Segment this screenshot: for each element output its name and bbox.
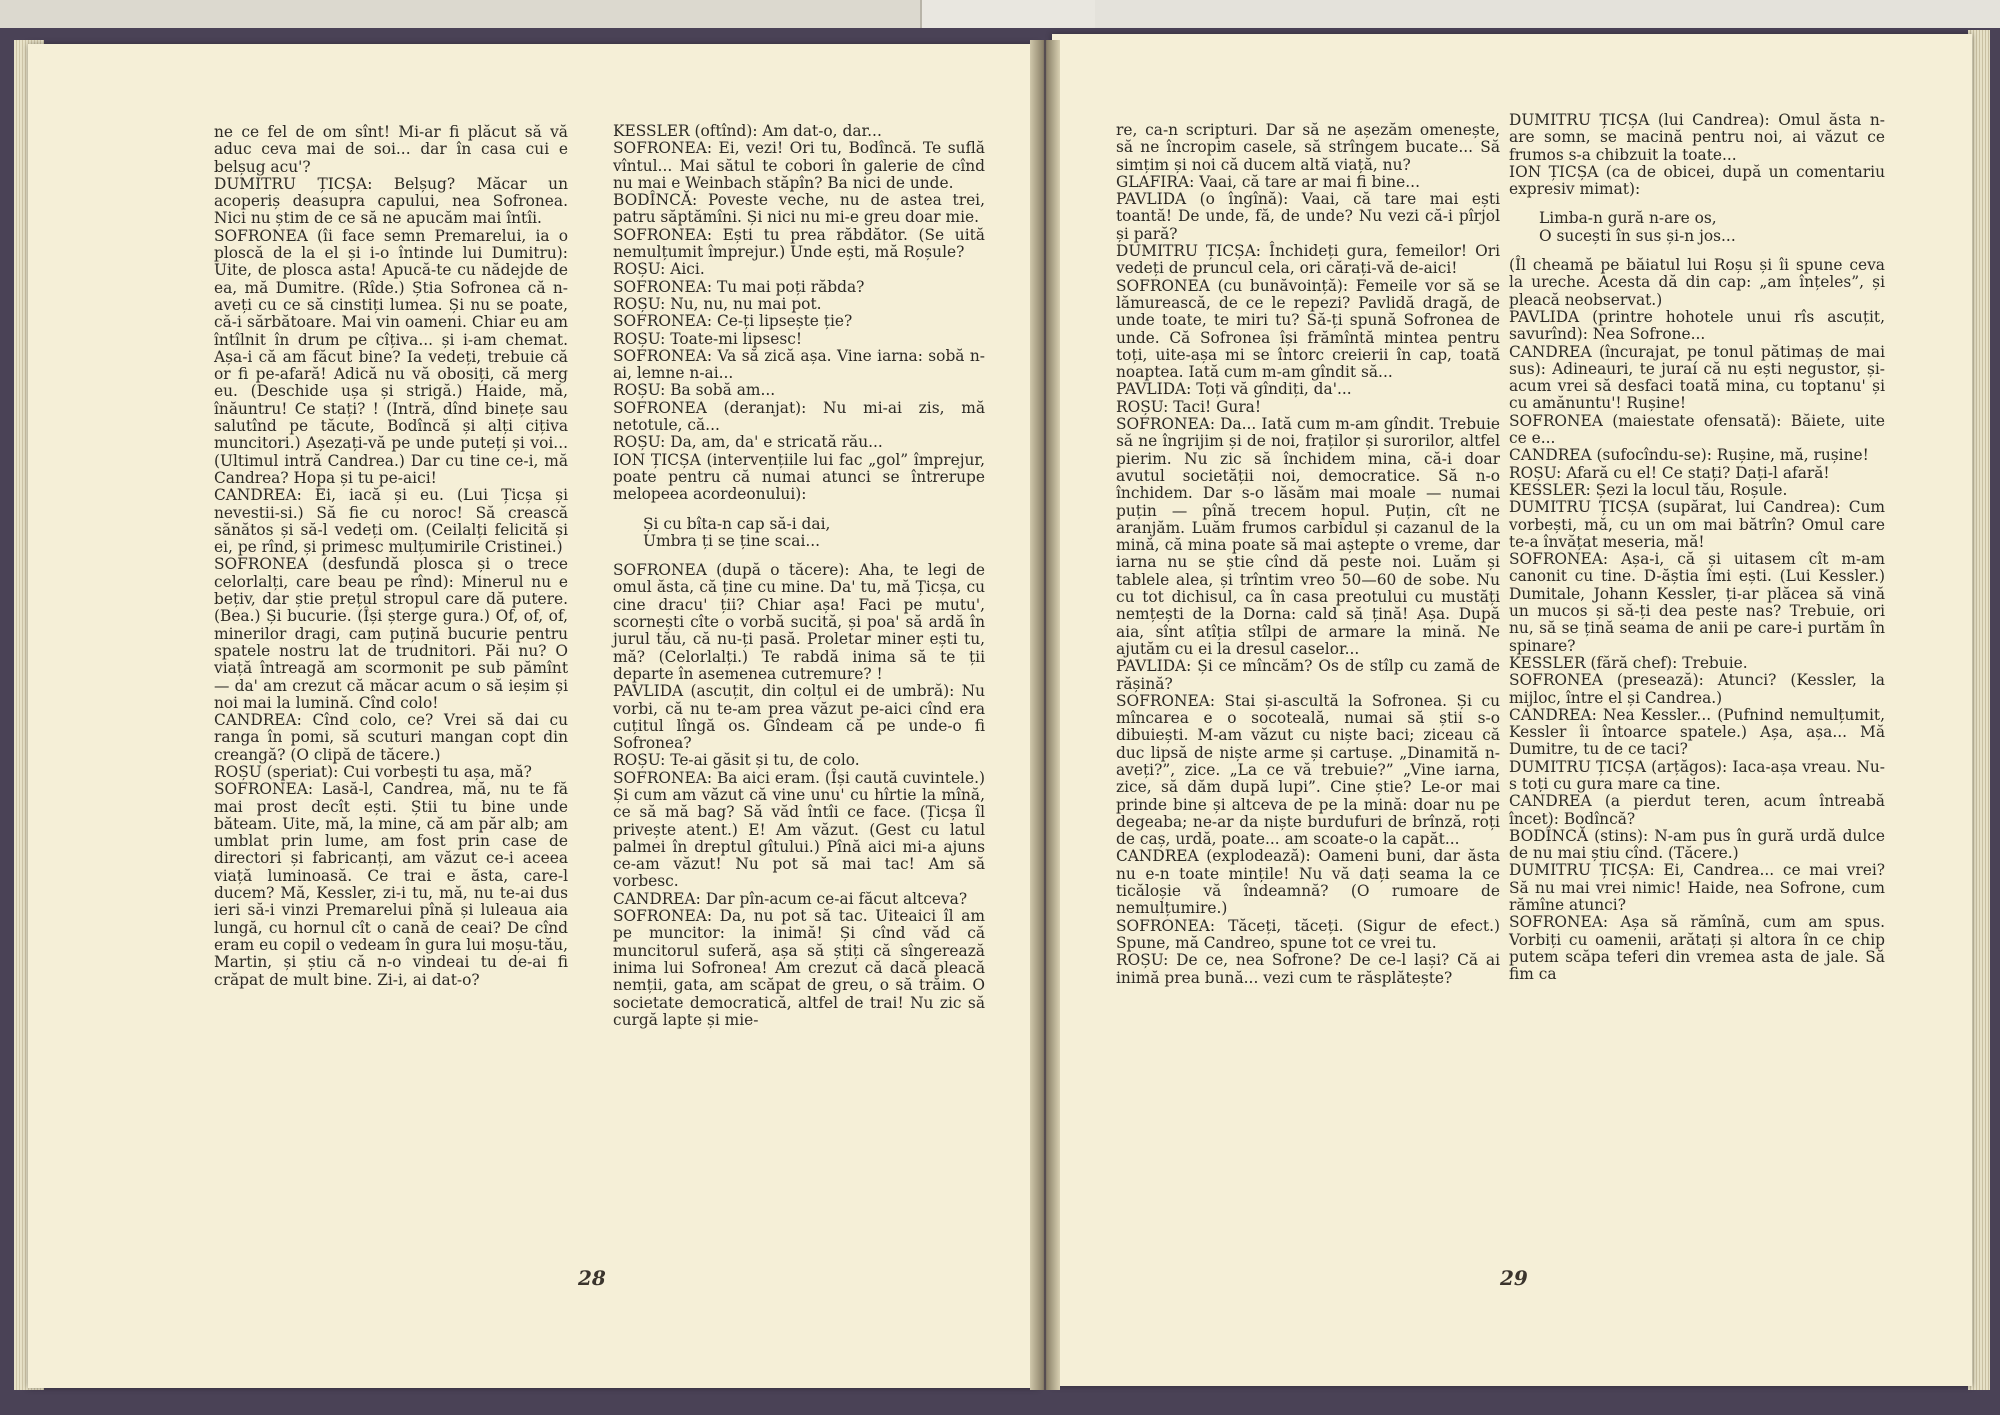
dialogue-paragraph: DUMITRU ȚICȘA: Belșug? Măcar un acoperiș deasupra capului, nea Sofronea. Nici nu știm de ce să ne apucăm mai întîi. [214, 174, 568, 228]
dialogue-paragraph: DUMITRU ȚICȘA (supărat, lui Candrea): Cum vorbești, mă, cu un om mai bătrîn? Omul care te-a învățat meseria, mă! [1509, 498, 1885, 551]
dialogue-paragraph: KESSLER: Șezi la locul tău, Roșule. [1509, 480, 1788, 499]
dialogue-paragraph: DUMITRU ȚICȘA: Ei, Candrea... ce mai vrei? Să nu mai vrei nimic! Haide, nea Sofrone, cum rămîne atunci? [1509, 861, 1885, 915]
book-gutter [1030, 40, 1060, 1390]
dialogue-paragraph: ROȘU: Te-ai găsit și tu, de colo. [613, 751, 860, 770]
dialogue-paragraph: BODÎNCĂ: Poveste veche, nu de astea trei, patru săptămîni. Și nici nu mi-e greu doar mie. [613, 191, 985, 227]
dialogue-paragraph: SOFRONEA: Tăceți, tăceți. (Sigur de efect.) Spune, mă Candreo, spune tot ce vrei tu. [1116, 916, 1500, 952]
page-number-right: 29 [1500, 1266, 1528, 1290]
dialogue-paragraph: DUMITRU ȚICȘA: Închideți gura, femeilor! Ori vedeți de pruncul cela, ori cărați-vă de-aici! [1116, 242, 1500, 278]
dialogue-paragraph: SOFRONEA: Lasă-l, Candrea, mă, nu te fă mai prost decît ești. Știi tu bine unde băteam. Uite, mă, la mine, că am păr alb; am umblat prin lume, am fost prin case de directori și fabricanți, am văzut ce-i aceea viață luminoasă. Ce trai e ăsta, care-l ducem? Mă, Kessler, zi-i tu, mă, nu te-ai dus ieri să-i vinzi Premarelui pînă și luleaua aia lungă, cu hornul cît o cană de ceai? De cînd eram eu copil o vedeam în gura lui moșu-tău, Martin, și știu că n-o vindeai tu de-ai fi crăpat de mult bine. Zi-i, ai dat-o? [214, 780, 568, 989]
dialogue-paragraph: PAVLIDA (printre hohotele unui rîs ascuțit, savurînd): Nea Sofrone... [1509, 307, 1885, 344]
dialogue-paragraph: CANDREA: Cînd colo, ce? Vrei să dai cu ranga în pomi, să scuturi mangan copt din creangă? (O clipă de tăcere.) [214, 711, 568, 764]
dialogue-paragraph: SOFRONEA (maiestate ofensată): Băiete, uite ce e... [1509, 411, 1885, 448]
dialogue-paragraph: SOFRONEA: Da, nu pot să tac. Uiteaici îl am pe muncitor: la inimă! Și cînd văd că muncitorul suferă, așa să știți că sîngerează inima lui Sofronea! Am crezut că dacă pleacă nemții, gata, am scăpat de greu, o să trăim. O societate democratică, altfel de trai! Nu zic să curgă lapte și mie- [613, 907, 985, 1029]
dialogue-paragraph: ROȘU: Afară cu el! Ce stați? Dați-l afară! [1509, 463, 1830, 482]
dialogue-paragraph: ROȘU: Toate-mi lipsesc! [613, 329, 803, 348]
dialogue-paragraph: SOFRONEA: Stai și-ascultă la Sofronea. Și cu mîncarea e o socoteală, numai să știi s-o dibuiești. M-am văzut cu niște baci; ziceau că duc lipsă de niște arme și cartușe. „Dinamită n-aveți?”, zice. „La ce vă trebuie?” „Vine iarna, zice, să dăm după lupi”. Cine știe? Le-or mai prinde bine și altceva de pe la mină: doar nu pe degeaba; ne-ar da niște burdufuri de brînză, roți de caș, urdă, poate... am scoate-o la capăt... [1116, 691, 1500, 849]
dialogue-paragraph: ROȘU (speriat): Cui vorbești tu așa, mă? [214, 762, 532, 781]
dialogue-paragraph: DUMITRU ȚICȘA (lui Candrea): Omul ăsta n-are somn, se macină pentru noi, ai văzut ce frumos s-a chibzuit la toate... [1509, 111, 1885, 164]
dialogue-paragraph: re, ca-n scripturi. Dar să ne așezăm omenește, să ne încropim casele, să strîngem bucate... Să simțim și noi că ducem altă viață, nu? [1116, 121, 1500, 174]
dialogue-paragraph: BODÎNCĂ (stins): N-am pus în gură urdă dulce de nu mai știu cînd. (Tăcere.) [1509, 826, 1885, 863]
dialogue-paragraph: GLAFIRA: Vaai, că tare ar mai fi bine... [1116, 172, 1420, 191]
dialogue-paragraph: SOFRONEA (îi face semn Premarelui, ia o ploscă de la el și i-o întinde lui Dumitru): Uite, de plosca asta! Apucă-te cu nădejde de ea, mă Dumitre. (Rîde.) Știa Sofronea că n-aveți cu ce să cinstiți lumea. Și nu se poate, că-i sărbătoare. Mai vin oameni. Chiar eu am întîlnit în drum pe cîțiva... și i-am chemat. Așa-i că am făcut bine? Ia vedeți, trebuie că or fi pe-afară! Adică nu vă obosiți, că merg eu. (Deschide ușa și strigă.) Haide, mă, înăuntru! Ce stați? ! (Intră, dînd binețe sau salutînd pe tăcute, Bodîncă și alți cițiva muncitori.) Așezați-vă pe unde puteți și voi... (Ultimul intră Candrea.) Dar cu tine ce-i, mă Candrea? Hopa și tu pe-aici! [214, 226, 568, 487]
page-number-left: 28 [578, 1266, 606, 1290]
dialogue-paragraph: DUMITRU ȚICȘA (arțăgos): Iaca-așa vreau. Nu-s toți cu gura mare ca tine. [1509, 757, 1885, 793]
left-page [28, 44, 1038, 1388]
dialogue-paragraph: SOFRONEA (cu bunăvoință): Femeile vor să se lămurească, de ce le repezi? Pavlidă dragă, de unde toate, te miri tu? Să-ți spună Sofronea de unde. Că Sofronea își frămîntă mintea pentru toți, uite-așa mi se întorc creierii în cap, toată noaptea. Iată cum m-am gîndit să... [1116, 276, 1500, 382]
dialogue-paragraph: SOFRONEA: Va să zică așa. Vine iarna: sobă n-ai, lemne n-ai... [613, 346, 985, 383]
dialogue-paragraph: (Îl cheamă pe băiatul lui Roșu și îi spune ceva la ureche. Acesta dă din cap: „am înțeles”, și pleacă neobservat.) [1509, 256, 1885, 309]
dialogue-paragraph: SOFRONEA: Ce-ți lipsește ție? [613, 312, 853, 331]
dialogue-paragraph: ROȘU: Nu, nu, nu mai pot. [613, 294, 822, 313]
dialogue-paragraph: CANDREA (explodează): Oameni buni, dar ăsta nu e-n toate mințile! Nu vă dați seama la ce ticăloșie vă îndeamnă? (O rumoare de nemulțumire.) [1116, 847, 1500, 918]
left-page-column-2 [613, 123, 985, 1029]
dialogue-paragraph: ne ce fel de om sînt! Mi-ar fi plăcut să vă aduc ceva mai de soi... dar în casa cui e belșug acu'? [214, 123, 568, 176]
dialogue-paragraph: CANDREA (încurajat, pe tonul pătimaș de mai sus): Adineauri, te juraí că nu ești negustor, și-acum vrei să desfaci toată mina, cu toptanu' și cu amănuntu'! Rușine! [1509, 342, 1885, 413]
dialogue-paragraph: SOFRONEA: Ești tu prea răbdător. (Se uită nemulțumit împrejur.) Unde ești, mă Roșule? [613, 225, 985, 262]
dialogue-paragraph: CANDREA (a pierdut teren, acum întreabă încet): Bodîncă? [1509, 792, 1885, 828]
right-page-column-1 [1116, 122, 1500, 987]
right-page-column-2 [1509, 112, 1885, 984]
dialogue-paragraph: KESSLER (oftînd): Am dat-o, dar... [613, 122, 882, 140]
dialogue-paragraph: KESSLER (fără chef): Trebuie. [1509, 653, 1748, 672]
dialogue-paragraph: SOFRONEA: Da... Iată cum m-am gîndit. Trebuie să ne îngrijim și de noi, fraților și surorilor, altfel pierim. Nu zic să închidem mina, că-i doar avutul societății noi, democratice. Să n-o închidem. Dar s-o lăsăm mai moale — numai puțin — pînă trecem hopul. Puțin, cît ne aranjăm. Luăm frumos carbidul și cazanul de la mină, că mina poate să mai aștepte o vreme, dar iarna nu se știe cînd dă peste noi. Luăm și tablele alea, și trîntim vreo 50—60 de sobe. Nu cu tot dichisul, ca în casa preotului cu mustăți nemțești de la Dorna: cald să țină! Așa. După aia, sînt atîția stîlpi de armare la mină. Ne ajutăm cu ei la dresul caselor... [1116, 415, 1500, 658]
dialogue-paragraph: SOFRONEA (desfundă plosca și o trece celorlalți, care beau pe rînd): Minerul nu e bețiv, dar știe prețul stropul care dă putere. (Bea.) Și bucurie. (Își șterge gura.) Of, of, of, minerilor dragi, cam puțină bucurie pentru spatele nostru lat de trudnitori. Păi nu? O viață întreagă am scormonit pe sub pămînt — da' am crezut că măcar acum o să ieșim și noi mai la lumină. Cînd colo! [214, 555, 568, 712]
dialogue-paragraph: SOFRONEA (deranjat): Nu mi-ai zis, mă netotule, că... [613, 398, 985, 435]
dialogue-paragraph: PAVLIDA (ascuțit, din colțul ei de umbră): Nu vorbi, că nu te-am prea văzut pe-aici cînd era cuțitul lîngă os. Gîndeam că pe unde-o fi Sofronea? [613, 682, 985, 753]
dialogue-paragraph: ROȘU: Taci! Gura! [1116, 397, 1262, 416]
dialogue-paragraph: CANDREA: Dar pîn-acum ce-ai făcut altceva? [613, 889, 968, 908]
dialogue-paragraph: SOFRONEA (după o tăcere): Aha, te legi de omul ăsta, că ține cu mine. Da' tu, mă Țicșa, cu cine dracu' ții? Chiar așa! Faci pe mutu', scornești cîte o vorbă sucită, și poa' să ardă în jurul tău, că nu-ți pasă. Proletar miner ești tu, mă? (Celorlalți.) Te rabdă inima să te ții departe în asemenea cutremure? ! [613, 561, 985, 683]
dialogue-paragraph: SOFRONEA: Ei, vezi! Ori tu, Bodîncă. Te suflă vîntul... Mai sătul te cobori în galerie de cînd nu mai e Weinbach stăpîn? Ba nici de unde. [613, 139, 985, 192]
dialogue-paragraph: ROȘU: De ce, nea Sofrone? De ce-l lași? Că ai inimă prea bună... vezi cum te răsplătește? [1116, 951, 1500, 987]
dialogue-paragraph: CANDREA: Nea Kessler... (Pufnind nemulțumit, Kessler îi întoarce spatele.) Așa, așa... Mă Dumitre, tu de ce taci? [1509, 705, 1885, 759]
dialogue-paragraph: ROȘU: Ba sobă am... [613, 381, 776, 400]
verse: Și cu bîta-n cap să-i dai, Umbra ți se ține scai... [643, 514, 831, 550]
dialogue-paragraph: ION ȚICȘA (ca de obicei, după un comentariu expresiv mimat): [1509, 162, 1885, 199]
right-page [1052, 34, 1972, 1386]
dialogue-paragraph: ROȘU: Aici. [613, 260, 705, 279]
verse: Limba-n gură n-are os, O sucești în sus și-n jos... [1539, 209, 1736, 245]
dialogue-paragraph: CANDREA (sufocîndu-se): Rușine, mă, rușine! [1509, 446, 1869, 465]
dialogue-paragraph: PAVLIDA (o îngînă): Vaai, că tare mai ești toantă! De unde, fă, de unde? Nu vezi că-i pîrjol și pară? [1116, 190, 1500, 243]
dialogue-paragraph: SOFRONEA: Tu mai poți răbda? [613, 277, 865, 296]
dialogue-paragraph: CANDREA: Ei, iacă și eu. (Lui Țicșa și nevestii-si.) Să fie cu noroc! Să crească sănătos și să-l vedeți om. (Ceilalți felicită și ei, pe rînd, și primesc mulțumirile Cristinei.) [214, 486, 568, 557]
dialogue-paragraph: ROȘU: Da, am, da' e stricată rău... [613, 433, 883, 452]
dialogue-paragraph: SOFRONEA: Așa să rămînă, cum am spus. Vorbiți cu oamenii, arătați și altora în ce chip putem scăpa teferi din vremea asta de jale. Să fim ca [1509, 913, 1885, 984]
dialogue-paragraph: ION ȚICȘA (intervențiile lui fac „gol” împrejur, poate pentru că numai atunci se întrerupe melopeea acordeonului): [613, 450, 985, 504]
left-page-column-1 [214, 124, 568, 989]
dialogue-paragraph: SOFRONEA: Așa-i, că și uitasem cît m-am canonit cu tine. D-ăștia îmi ești. (Lui Kessler.) Dumitale, Johann Kessler, ți-ar plăcea să vină un mucos și să-ți dea peste nas? Trebuie, ori nu, să se țină seama de anii pe care-i purtăm în spinare? [1509, 550, 1885, 655]
dialogue-paragraph: PAVLIDA: Și ce mîncăm? Os de stîlp cu zamă de rășină? [1116, 657, 1500, 693]
dialogue-paragraph: SOFRONEA (presează): Atunci? (Kessler, la mijloc, între el și Candrea.) [1509, 671, 1885, 707]
dialogue-paragraph: SOFRONEA: Ba aici eram. (Își caută cuvintele.) Și cum am văzut că vine unu' cu hîrtie la mînă, ce să mă bag? Să văd întîi ce face. (Țicșa îl privește atent.) E! Am văzut. (Gest cu latul palmei în dreptul gîtului.) Pînă aici mi-a ajuns ce-am văzut! Nu pot să mai tac! Am să vorbesc. [613, 768, 985, 891]
dialogue-paragraph: PAVLIDA: Toți vă gîndiți, da'... [1116, 380, 1352, 399]
